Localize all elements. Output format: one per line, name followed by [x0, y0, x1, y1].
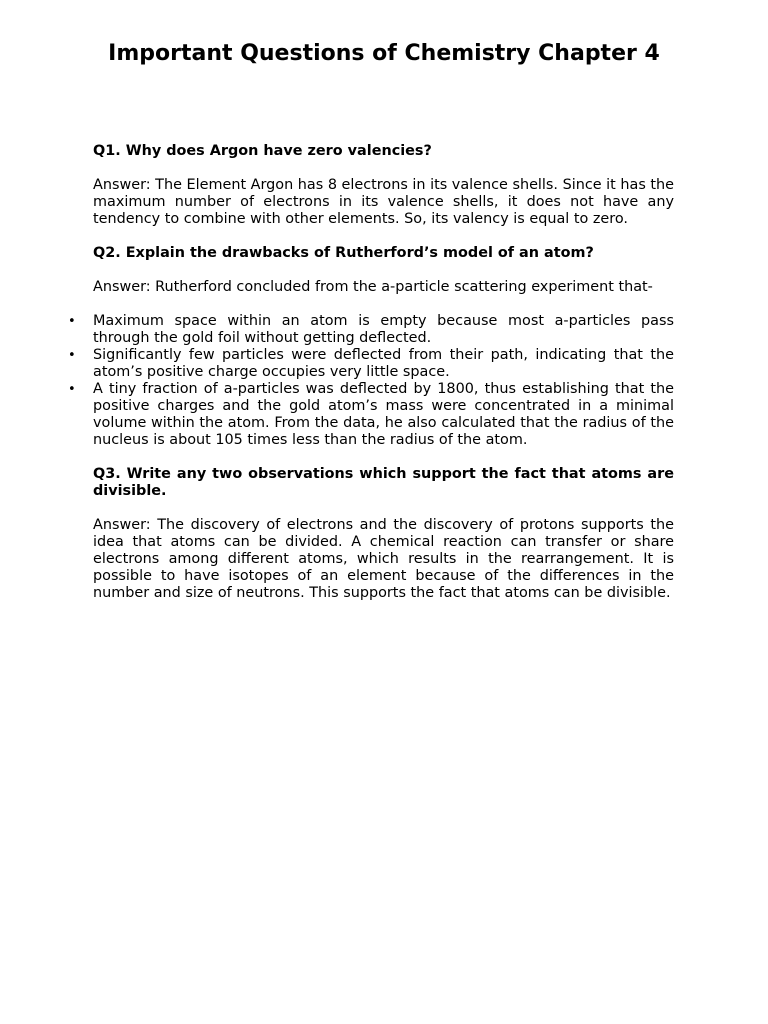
document-body	[68, 143, 675, 602]
list-item	[68, 381, 674, 449]
list-item	[68, 313, 674, 347]
answer-1: Answer: The Element Argon has 8 electrons in its valence shells. Since it has the maximum number of electrons in its valence shells, it does not have any tendency to combine with other elements. So, its valency is equal to zero.	[93, 177, 675, 227]
list-item	[68, 347, 674, 381]
bullet-icon: •	[68, 314, 76, 329]
list-item-text: A tiny fraction of a-particles was deflected by 1800, thus establishing that the positive charges and the gold atom’s mass were concentrated in a minimal volume within the atom. From the data, he also calculated that the radius of the nucleus is about 105 times less than the radius of the atom.	[93, 381, 674, 448]
page-title: Important Questions of Chemistry Chapter 4	[108, 41, 660, 66]
bullet-icon: •	[68, 382, 76, 397]
answer-3: Answer: The discovery of electrons and the discovery of protons supports the idea that atoms can be divided. A chemical reaction can transfer or share electrons among different atoms, which results in the rearrangement. It is possible to have isotopes of an element because of the differences in the number and size of neutrons. This supports the fact that atoms can be divisible.	[93, 517, 674, 601]
bullet-icon: •	[68, 348, 76, 363]
answer-2: Answer: Rutherford concluded from the a-particle scattering experiment that-	[93, 279, 653, 295]
list-item-text: Significantly few particles were deflected from their path, indicating that the atom’s positive charge occupies very little space.	[93, 347, 674, 380]
question-2: Q2. Explain the drawbacks of Rutherford’s model of an atom?	[93, 245, 594, 261]
answer-2-bullet-list	[68, 313, 674, 449]
question-1: Q1. Why does Argon have zero valencies?	[93, 143, 432, 159]
question-3: Q3. Write any two observations which support the fact that atoms are divisible.	[93, 466, 674, 499]
list-item-text: Maximum space within an atom is empty because most a-particles pass through the gold foil without getting deflected.	[93, 313, 674, 346]
